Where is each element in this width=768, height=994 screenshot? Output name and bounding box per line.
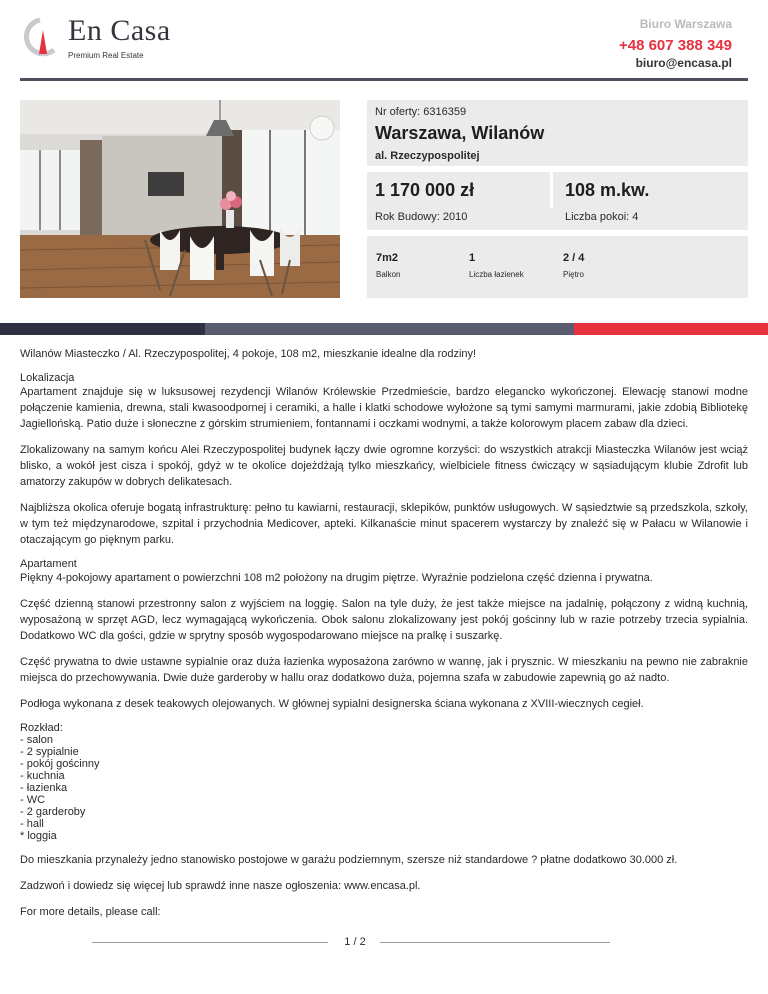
- phone-number[interactable]: +48 607 388 349: [618, 37, 732, 54]
- layout-item: - 2 sypialnie: [20, 746, 79, 758]
- footer-rule-right: [380, 942, 610, 943]
- stat-bathrooms: [469, 252, 524, 279]
- layout-item: - salon: [20, 734, 54, 746]
- parking-paragraph: Do mieszkania przynależy jedno stanowisko postojowe w garażu podziemnym, szersze niż standardowe ? płatne dodatkowo 30.000 zł.: [20, 854, 678, 866]
- logo-mark-icon: [20, 16, 60, 58]
- apartament-paragraph-4: Podłoga wykonana z desek teakowych olejowanych. W głównej sypialni designerska ściana wykonana z XVIII-wiecznych cegieł.: [20, 698, 644, 710]
- price-divider: [550, 172, 553, 208]
- email-address[interactable]: biuro@encasa.pl: [635, 56, 732, 70]
- stat-balcony: [376, 252, 400, 279]
- listing-street: al. Rzeczypospolitej: [375, 150, 480, 162]
- stat-label: Liczba łazienek: [469, 270, 524, 279]
- stat-value: 2 / 4: [563, 252, 585, 264]
- office-name: Biuro Warszawa: [639, 17, 732, 31]
- property-photo: [20, 100, 340, 298]
- stat-floor: [563, 252, 584, 279]
- layout-item: - pokój gościnny: [20, 758, 100, 770]
- apartament-paragraph-2: Część dzienną stanowi przestronny salon z wyjściem na loggię. Salon na tyle duży, że jest także miejsce na jadalnię, połączony z widną kuchnią, wyposażoną w sprzęt AGD, lecz wymagającą wykończenia. Obok salonu zlokalizowany jest pokój gościnny lub w razie potrzeby trzecia sypialnia. Dodatkowo WC dla gości, gdzie w sprytny sposób wygospodarowano miejsce na pralkę i suszarkę.: [20, 598, 748, 642]
- apartament-heading: Apartament: [20, 558, 77, 570]
- footer-rule-left: [92, 942, 328, 943]
- call-to-action: Zadzwoń i dowiedz się więcej lub sprawdź inne nasze ogłoszenia: www.encasa.pl.: [20, 880, 421, 892]
- dining-room-photo: [20, 100, 340, 298]
- listing-title-panel: [367, 100, 748, 166]
- lokalizacja-paragraph-2: Zlokalizowany na samym końcu Alei Rzeczypospolitej budynek łączy dwie ogromne korzyści: do wszystkich atrakcji Miasteczka Wilanów jest wciąż blisko, a wokół jest cisza i spokój, gdyż w te okolice dojeżdżają tylko mieszkańcy, wielbiciele fitness ćwiczący w sąsiadującym klubie Zdrofit lub amatorzy zakupów w dobrych delikatesach.: [20, 444, 748, 488]
- brand-tagline: Premium Real Estate: [68, 51, 144, 60]
- price-panel: [367, 172, 748, 230]
- offer-number: Nr oferty: 6316359: [375, 106, 467, 118]
- color-bar-navy: [0, 323, 205, 335]
- layout-item: - łazienka: [20, 782, 68, 794]
- layout-heading: Rozkład:: [20, 722, 63, 734]
- lokalizacja-paragraph-3: Najbliższa okolica oferuje bogatą infrastrukturę: pełno tu kawiarni, restauracji, sklepików, punktów usługowych. W sąsiedztwie są przedszkola, szkoły, w tym też międzynarodowe, szpital i przychodnia Medicover, apteki. Kilkanaście minut spacerem wystarczy by znaleźć się w Pałacu w Wilanowie i otaczającym go pięknym parku.: [20, 502, 748, 546]
- stat-value: 1: [469, 252, 476, 264]
- layout-item: - WC: [20, 794, 46, 806]
- listing-description: [20, 346, 748, 920]
- listing-area: 108 m.kw.: [565, 180, 650, 200]
- color-bar: [0, 323, 768, 335]
- lokalizacja-paragraph-1: Apartament znajduje się w luksusowej rezydencji Wilanów Królewskie Przedmieście, bardzo elegancko wykończonej. Elewację stanowi modne połączenie kamienia, drewna, stali kwasoodpornej i ceramiki, a halle i klatki schodowe wyłożone są tymi samymi marmurami, jakie zdobią Bibliotekę Jagiellońską. Patio duże i słoneczne z górskim strumieniem, fontannami i oczkami wodnymi, a także kolorowym placem zabaw dla dzieci.: [20, 386, 748, 430]
- more-details: For more details, please call:: [20, 906, 161, 918]
- description-headline: Wilanów Miasteczko / Al. Rzeczypospolitej, 4 pokoje, 108 m2, mieszkanie idealne dla rodziny!: [20, 348, 477, 360]
- header-divider: [20, 78, 748, 81]
- color-bar-slate: [205, 323, 574, 335]
- en-casa-logo[interactable]: [20, 14, 190, 64]
- layout-item: * loggia: [20, 830, 57, 842]
- stat-value: 7m2: [376, 252, 399, 264]
- apartament-paragraph-3: Część prywatna to dwie ustawne sypialnie oraz duża łazienka wyposażona zarówno w wannę, jak i prysznic. W mieszkaniu na pewno nie zabraknie miejsca do przechowywania. Dwie duże garderoby w hallu oraz dodatkowo duża, pojemna szafa w zabudowie zapewnią go aż nadto.: [20, 656, 748, 684]
- layout-item: - hall: [20, 818, 44, 830]
- brand-name: En Casa: [68, 14, 171, 47]
- page-header: [0, 0, 768, 80]
- stat-label: Piętro: [563, 270, 584, 279]
- listing-price: 1 170 000 zł: [375, 180, 475, 200]
- color-bar-red: [574, 323, 768, 335]
- stat-label: Balkon: [376, 270, 401, 279]
- listing-city: Warszawa, Wilanów: [375, 123, 545, 143]
- layout-item: - kuchnia: [20, 770, 65, 782]
- page-footer: [0, 936, 768, 950]
- layout-item: - 2 garderoby: [20, 806, 86, 818]
- build-year: Rok Budowy: 2010: [375, 211, 468, 223]
- room-count: Liczba pokoi: 4: [565, 211, 639, 223]
- lokalizacja-heading: Lokalizacja: [20, 372, 75, 384]
- apartament-paragraph-1: Piękny 4-pokojowy apartament o powierzchni 108 m2 położony na drugim piętrze. Wyraźnie podzielona część dzienna i prywatna.: [20, 572, 653, 584]
- contact-block: [619, 16, 732, 70]
- page-number: 1 / 2: [344, 936, 366, 948]
- stats-panel: [367, 236, 748, 298]
